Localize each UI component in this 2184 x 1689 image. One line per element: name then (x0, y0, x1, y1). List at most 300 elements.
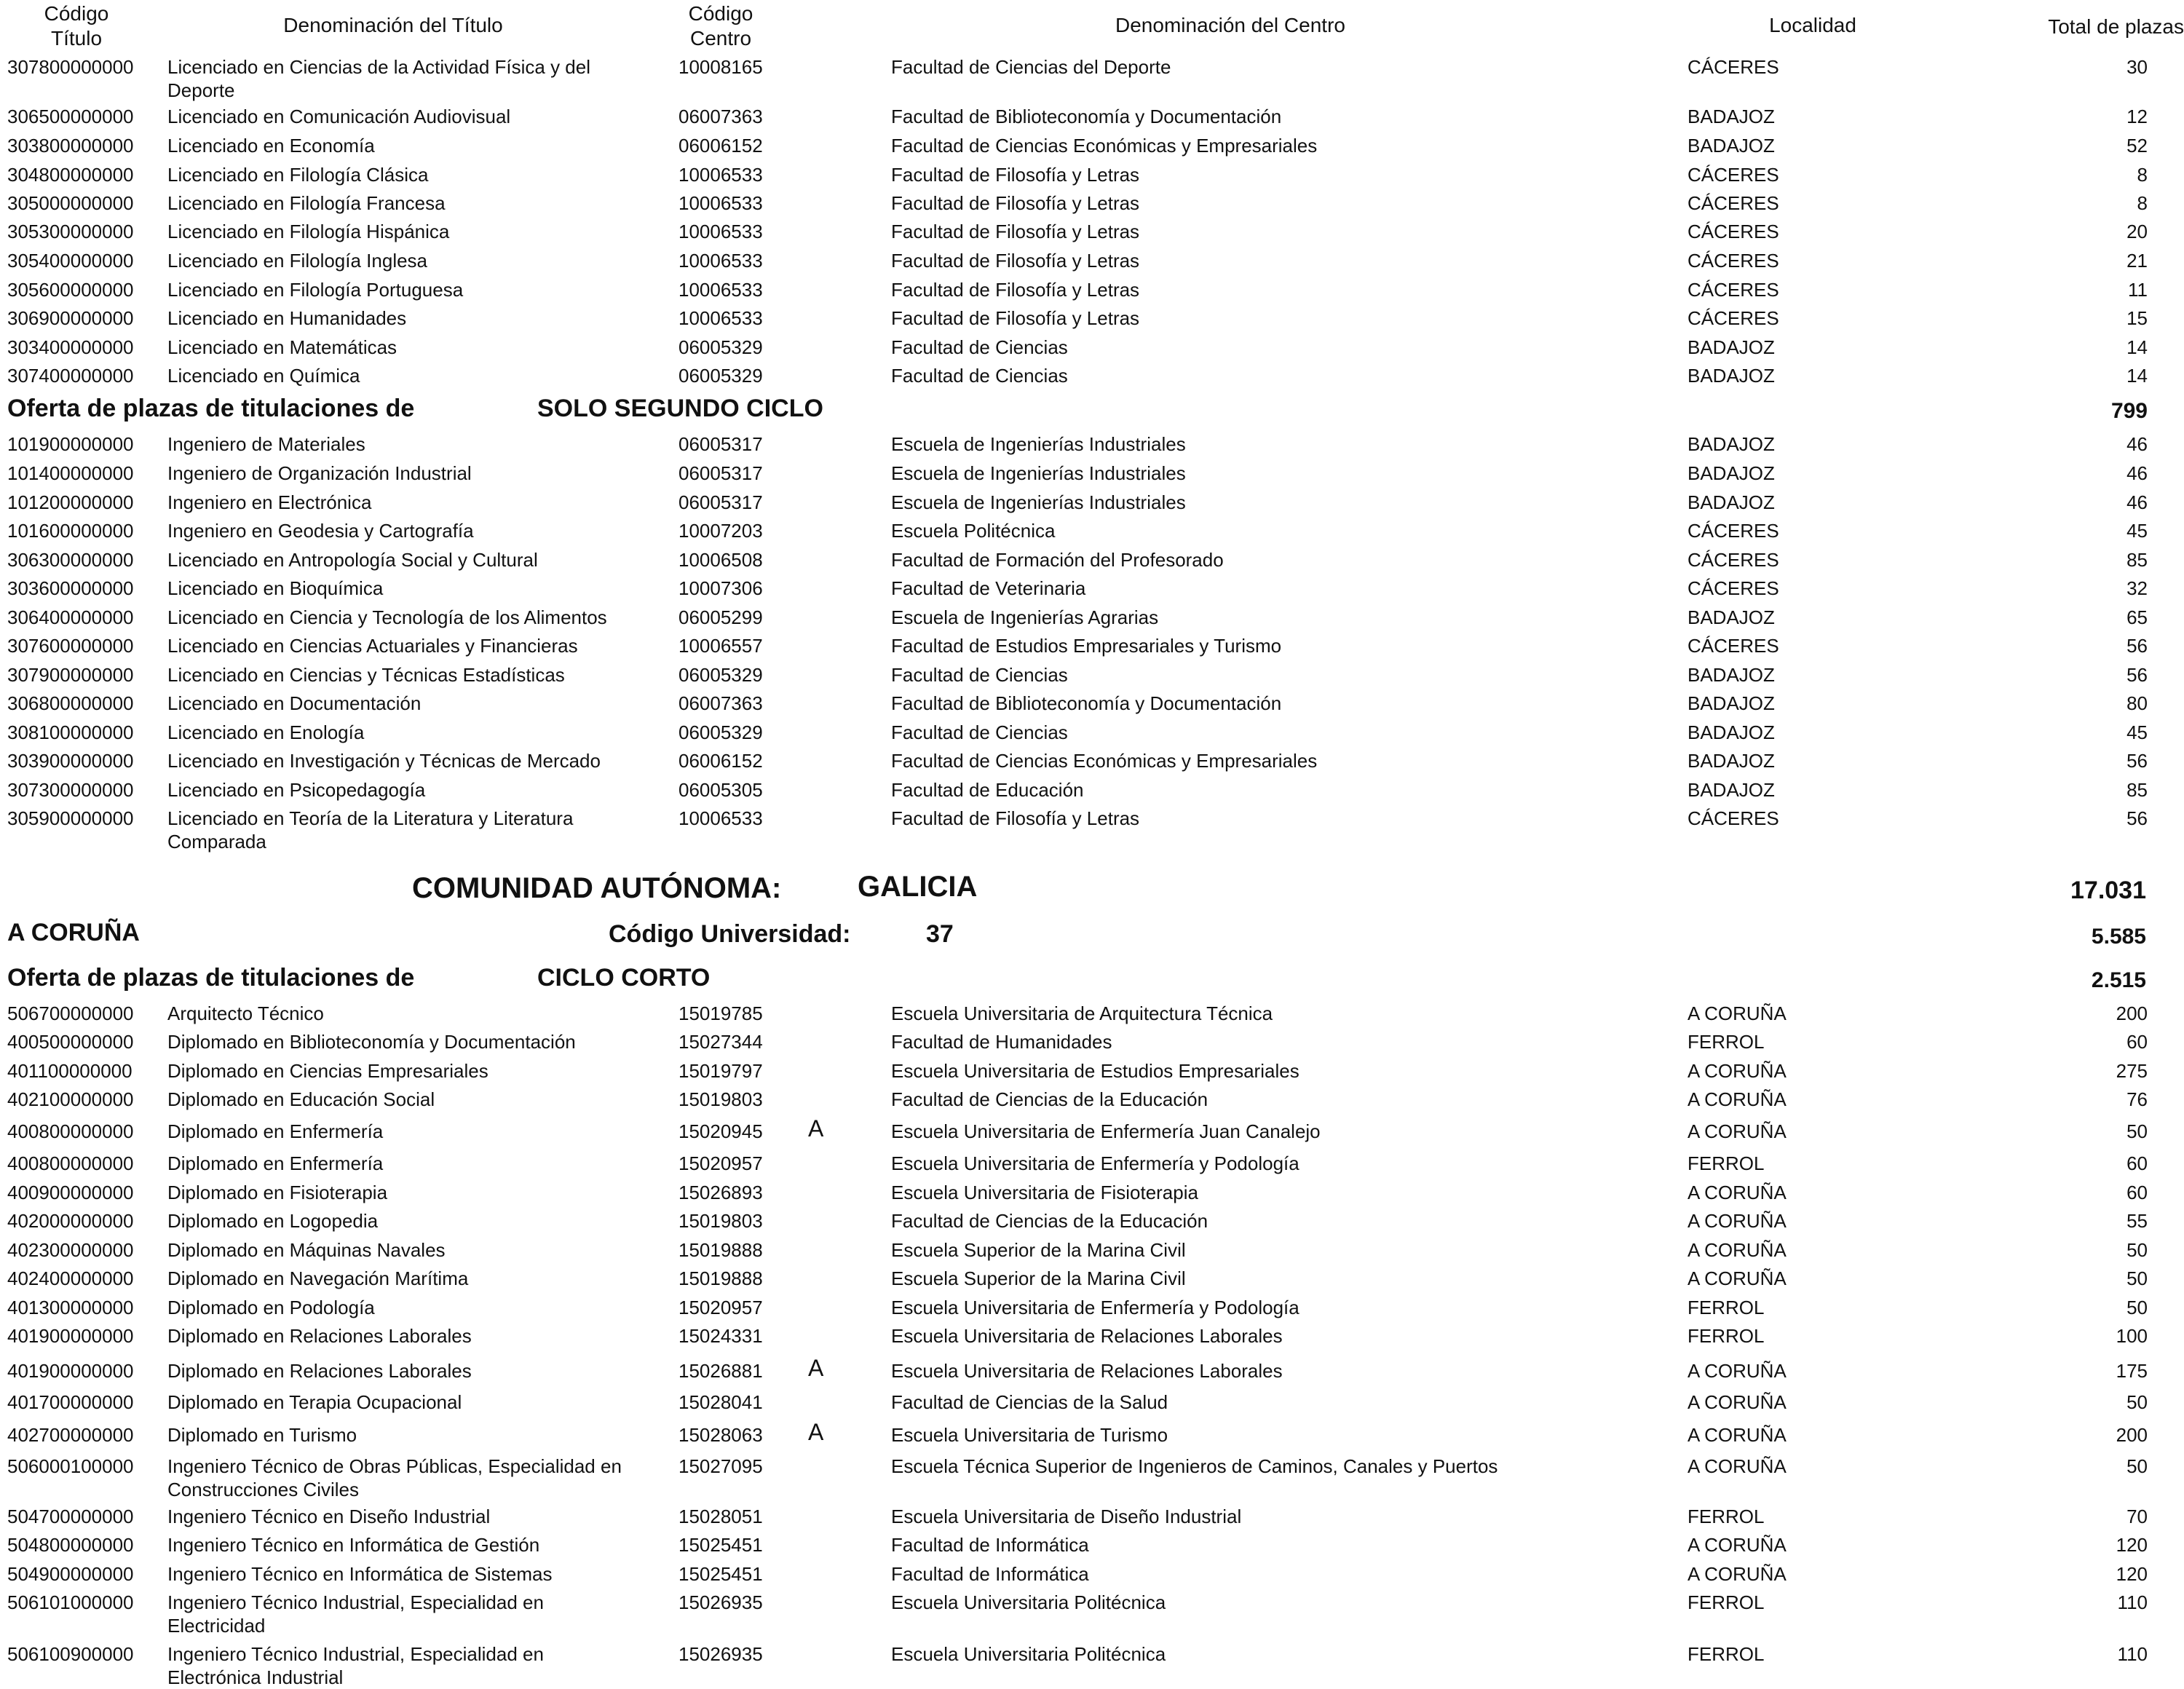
row-denominacion-titulo: Licenciado en Filología Portuguesa (167, 279, 464, 301)
row-denominacion-titulo: Diplomado en Fisioterapia (167, 1182, 388, 1203)
row-codigo-titulo: 306900000000 (7, 307, 134, 329)
row-denominacion-titulo: Licenciado en Enología (167, 721, 365, 743)
row-denominacion-titulo: Ingeniero en Geodesia y Cartografía (167, 520, 474, 542)
row-denominacion-centro: Escuela Superior de la Marina Civil (891, 1267, 1186, 1289)
row-denominacion-centro: Facultad de Ciencias (891, 336, 1068, 358)
row-codigo-centro: 10006533 (678, 221, 763, 242)
row-codigo-titulo: 101600000000 (7, 520, 134, 542)
row-denominacion-centro: Escuela de Ingenierías Industriales (891, 462, 1186, 484)
row-localidad: FERROL (1688, 1325, 1765, 1347)
row-codigo-titulo: 400500000000 (7, 1031, 134, 1053)
row-total-plazas: 85 (2126, 549, 2148, 571)
row-denominacion-centro: Facultad de Filosofía y Letras (891, 807, 1140, 829)
table-row (0, 606, 2184, 635)
row-localidad: A CORUÑA (1688, 1120, 1787, 1142)
row-denominacion-centro: Facultad de Filosofía y Letras (891, 192, 1140, 214)
row-localidad: BADAJOZ (1688, 750, 1775, 772)
row-denominacion-titulo: Diplomado en Navegación Marítima (167, 1267, 469, 1289)
row-total-plazas: 46 (2126, 433, 2148, 455)
table-row (0, 749, 2184, 778)
row-mark: A (808, 1419, 824, 1445)
row-codigo-titulo: 303400000000 (7, 336, 134, 358)
row-total-plazas: 60 (2126, 1182, 2148, 1203)
row-codigo-centro: 06006152 (678, 135, 763, 157)
row-denominacion-centro: Escuela Politécnica (891, 520, 1056, 542)
row-denominacion-centro: Facultad de Veterinaria (891, 577, 1086, 599)
header-codigo-titulo-line1: Código (44, 2, 109, 25)
table-row (0, 1238, 2184, 1267)
row-total-plazas: 60 (2126, 1031, 2148, 1053)
row-denominacion-centro: Escuela de Ingenierías Industriales (891, 491, 1186, 513)
row-localidad: A CORUÑA (1688, 1391, 1787, 1413)
header-denominacion-titulo: Denominación del Título (283, 14, 503, 36)
table-row (0, 306, 2184, 336)
row-localidad: BADAJOZ (1688, 106, 1775, 127)
table-row (0, 1115, 2184, 1149)
row-total-plazas: 175 (2116, 1360, 2148, 1382)
table-row (0, 1296, 2184, 1325)
row-codigo-titulo: 504800000000 (7, 1534, 134, 1556)
table-row (0, 663, 2184, 692)
row-codigo-centro: 10008165 (678, 56, 763, 78)
row-codigo-centro: 06005329 (678, 365, 763, 387)
row-mark: A (808, 1115, 824, 1142)
row-codigo-centro: 15027344 (678, 1031, 763, 1053)
row-codigo-centro: 10006533 (678, 307, 763, 329)
table-row (0, 807, 2184, 853)
row-denominacion-centro: Facultad de Formación del Profesorado (891, 549, 1224, 571)
row-codigo-centro: 15026935 (678, 1591, 763, 1613)
row-localidad: A CORUÑA (1688, 1267, 1787, 1289)
row-total-plazas: 50 (2126, 1239, 2148, 1261)
row-codigo-centro: 15019785 (678, 1002, 763, 1024)
row-codigo-titulo: 307300000000 (7, 779, 134, 801)
row-denominacion-titulo: Diplomado en Enfermería (167, 1120, 384, 1142)
row-total-plazas: 200 (2116, 1424, 2148, 1446)
row-denominacion-centro: Facultad de Ciencias Económicas y Empresariales (891, 750, 1318, 772)
row-denominacion-titulo: Diplomado en Enfermería (167, 1152, 384, 1174)
row-codigo-centro: 15027095 (678, 1455, 763, 1477)
row-denominacion-titulo: Ingeniero Técnico de Obras Públicas, Especialidad en Construcciones Civiles (167, 1455, 622, 1500)
row-localidad: CÁCERES (1688, 549, 1779, 571)
row-codigo-titulo: 401900000000 (7, 1360, 134, 1382)
row-codigo-titulo: 307900000000 (7, 664, 134, 686)
comunidad-label: COMUNIDAD AUTÓNOMA: (412, 872, 782, 904)
row-denominacion-centro: Facultad de Informática (891, 1534, 1089, 1556)
row-codigo-centro: 15019888 (678, 1239, 763, 1261)
row-denominacion-titulo: Ingeniero de Organización Industrial (167, 462, 472, 484)
row-codigo-titulo: 307600000000 (7, 635, 134, 657)
row-localidad: CÁCERES (1688, 56, 1779, 78)
row-denominacion-titulo: Licenciado en Bioquímica (167, 577, 384, 599)
row-denominacion-centro: Escuela de Ingenierías Agrarias (891, 606, 1159, 628)
row-codigo-titulo: 401700000000 (7, 1391, 134, 1413)
row-total-plazas: 100 (2116, 1325, 2148, 1347)
row-codigo-centro: 10006533 (678, 279, 763, 301)
row-denominacion-titulo: Ingeniero Técnico Industrial, Especialidad en Electricidad (167, 1591, 544, 1637)
row-denominacion-centro: Facultad de Biblioteconomía y Documentación (891, 692, 1282, 714)
row-denominacion-titulo: Ingeniero en Electrónica (167, 491, 372, 513)
row-total-plazas: 45 (2126, 520, 2148, 542)
row-codigo-centro: 15026893 (678, 1182, 763, 1203)
row-denominacion-centro: Facultad de Educación (891, 779, 1084, 801)
table-row (0, 1505, 2184, 1534)
row-denominacion-titulo: Diplomado en Terapia Ocupacional (167, 1391, 462, 1413)
row-total-plazas: 56 (2126, 807, 2148, 829)
row-denominacion-titulo: Diplomado en Logopedia (167, 1210, 379, 1232)
row-localidad: FERROL (1688, 1297, 1765, 1318)
universidad-code: 37 (926, 920, 954, 948)
row-total-plazas: 55 (2126, 1210, 2148, 1232)
row-codigo-centro: 06006152 (678, 750, 763, 772)
header-localidad: Localidad (1769, 14, 1856, 36)
row-denominacion-centro: Facultad de Ciencias (891, 721, 1068, 743)
table-row (0, 721, 2184, 750)
row-denominacion-titulo: Licenciado en Ciencias Actuariales y Financieras (167, 635, 578, 657)
header-total-plazas: Total de plazas (2048, 15, 2184, 38)
row-localidad: CÁCERES (1688, 307, 1779, 329)
row-codigo-centro: 10006533 (678, 192, 763, 214)
row-denominacion-centro: Escuela Universitaria de Estudios Empresariales (891, 1060, 1299, 1082)
row-mark: A (808, 1355, 824, 1381)
row-codigo-centro: 10007203 (678, 520, 763, 542)
row-denominacion-titulo: Diplomado en Biblioteconomía y Documentación (167, 1031, 576, 1053)
row-localidad: BADAJOZ (1688, 664, 1775, 686)
row-codigo-titulo: 308100000000 (7, 721, 134, 743)
row-total-plazas: 110 (2117, 1591, 2148, 1613)
row-total-plazas: 11 (2128, 279, 2148, 301)
table-row (0, 249, 2184, 278)
row-localidad: CÁCERES (1688, 635, 1779, 657)
row-denominacion-titulo: Licenciado en Matemáticas (167, 336, 397, 358)
row-codigo-titulo: 305300000000 (7, 221, 134, 242)
row-denominacion-centro: Escuela Universitaria de Enfermería y Podología (891, 1152, 1299, 1174)
table-row (0, 336, 2184, 365)
row-codigo-titulo: 303800000000 (7, 135, 134, 157)
row-denominacion-centro: Facultad de Biblioteconomía y Documentación (891, 106, 1282, 127)
table-row (0, 1591, 2184, 1637)
row-denominacion-titulo: Licenciado en Ciencia y Tecnología de los Alimentos (167, 606, 607, 628)
row-codigo-centro: 15019888 (678, 1267, 763, 1289)
row-denominacion-titulo: Diplomado en Turismo (167, 1424, 357, 1446)
row-codigo-titulo: 307400000000 (7, 365, 134, 387)
row-total-plazas: 85 (2126, 779, 2148, 801)
row-codigo-titulo: 402000000000 (7, 1210, 134, 1232)
table-row (0, 1181, 2184, 1210)
table-row (0, 491, 2184, 520)
row-localidad: A CORUÑA (1688, 1002, 1787, 1024)
row-codigo-centro: 15025451 (678, 1534, 763, 1556)
section-type-segundo-ciclo: SOLO SEGUNDO CICLO (537, 395, 823, 422)
row-total-plazas: 56 (2126, 750, 2148, 772)
row-denominacion-titulo: Licenciado en Humanidades (167, 307, 407, 329)
row-denominacion-centro: Escuela Universitaria de Enfermería Juan Canalejo (891, 1120, 1321, 1142)
row-localidad: BADAJOZ (1688, 721, 1775, 743)
row-codigo-centro: 06005329 (678, 664, 763, 686)
row-total-plazas: 32 (2126, 577, 2148, 599)
row-codigo-titulo: 303600000000 (7, 577, 134, 599)
table-row (0, 1152, 2184, 1181)
row-codigo-centro: 10006533 (678, 164, 763, 186)
row-codigo-centro: 10006557 (678, 635, 763, 657)
row-codigo-titulo: 506000100000 (7, 1455, 134, 1477)
row-total-plazas: 110 (2117, 1643, 2148, 1665)
row-codigo-titulo: 506700000000 (7, 1002, 134, 1024)
row-denominacion-titulo: Ingeniero de Materiales (167, 433, 365, 455)
row-codigo-titulo: 307800000000 (7, 56, 134, 78)
row-codigo-titulo: 402300000000 (7, 1239, 134, 1261)
row-denominacion-centro: Facultad de Ciencias (891, 664, 1068, 686)
row-localidad: CÁCERES (1688, 279, 1779, 301)
row-codigo-centro: 15020957 (678, 1297, 763, 1318)
row-localidad: BADAJOZ (1688, 365, 1775, 387)
table-row (0, 105, 2184, 134)
row-codigo-titulo: 401300000000 (7, 1297, 134, 1318)
row-total-plazas: 65 (2126, 606, 2148, 628)
row-denominacion-centro: Escuela Universitaria de Arquitectura Técnica (891, 1002, 1273, 1024)
row-codigo-titulo: 305600000000 (7, 279, 134, 301)
table-row (0, 1030, 2184, 1059)
row-denominacion-centro: Facultad de Ciencias de la Educación (891, 1088, 1208, 1110)
row-total-plazas: 15 (2126, 307, 2148, 329)
row-codigo-centro: 10006533 (678, 250, 763, 272)
row-denominacion-titulo: Licenciado en Economía (167, 135, 375, 157)
row-codigo-centro: 10007306 (678, 577, 763, 599)
row-total-plazas: 8 (2137, 192, 2148, 214)
row-localidad: A CORUÑA (1688, 1210, 1787, 1232)
row-total-plazas: 275 (2116, 1060, 2148, 1082)
row-codigo-centro: 10006508 (678, 549, 763, 571)
row-denominacion-centro: Facultad de Ciencias del Deporte (891, 56, 1171, 78)
table-row (0, 364, 2184, 393)
row-codigo-titulo: 401900000000 (7, 1325, 134, 1347)
table-row (0, 692, 2184, 721)
row-denominacion-titulo: Licenciado en Filología Francesa (167, 192, 446, 214)
table-row (0, 778, 2184, 807)
row-total-plazas: 60 (2126, 1152, 2148, 1174)
row-denominacion-titulo: Ingeniero Técnico en Diseño Industrial (167, 1506, 491, 1527)
row-denominacion-titulo: Arquitecto Técnico (167, 1002, 324, 1024)
row-total-plazas: 30 (2126, 56, 2148, 78)
header-codigo-centro-line2: Centro (689, 27, 752, 50)
table-row (0, 55, 2184, 101)
row-codigo-centro: 06005329 (678, 336, 763, 358)
row-codigo-titulo: 506101000000 (7, 1591, 134, 1613)
header-codigo-titulo (29, 1, 124, 51)
row-codigo-centro: 06007363 (678, 692, 763, 714)
row-codigo-centro: 15028041 (678, 1391, 763, 1413)
table-row (0, 548, 2184, 577)
row-codigo-titulo: 101200000000 (7, 491, 134, 513)
row-denominacion-titulo: Diplomado en Ciencias Empresariales (167, 1060, 488, 1082)
row-codigo-titulo: 401100000000 (7, 1060, 132, 1082)
section-total-ciclo-corto: 2.515 (2091, 968, 2146, 992)
section-total-segundo-ciclo: 799 (2110, 399, 2148, 423)
row-total-plazas: 46 (2126, 491, 2148, 513)
row-codigo-centro: 06005329 (678, 721, 763, 743)
row-denominacion-titulo: Licenciado en Filología Hispánica (167, 221, 450, 242)
row-total-plazas: 56 (2126, 635, 2148, 657)
row-localidad: A CORUÑA (1688, 1563, 1787, 1585)
row-denominacion-centro: Facultad de Ciencias (891, 365, 1068, 387)
row-localidad: CÁCERES (1688, 250, 1779, 272)
row-codigo-centro: 15025451 (678, 1563, 763, 1585)
comunidad-total: 17.031 (2070, 877, 2146, 904)
row-denominacion-titulo: Licenciado en Química (167, 365, 360, 387)
table-row (0, 634, 2184, 663)
table-row (0, 1059, 2184, 1088)
table-row (0, 278, 2184, 307)
row-codigo-centro: 10006533 (678, 807, 763, 829)
row-denominacion-centro: Facultad de Filosofía y Letras (891, 250, 1140, 272)
table-row (0, 577, 2184, 606)
row-localidad: A CORUÑA (1688, 1360, 1787, 1382)
row-localidad: A CORUÑA (1688, 1534, 1787, 1556)
row-denominacion-centro: Escuela Universitaria de Enfermería y Podología (891, 1297, 1299, 1318)
row-total-plazas: 70 (2126, 1506, 2148, 1527)
row-total-plazas: 46 (2126, 462, 2148, 484)
row-codigo-centro: 15028063 (678, 1424, 763, 1446)
row-codigo-titulo: 400800000000 (7, 1120, 134, 1142)
header-codigo-centro (673, 1, 768, 51)
row-denominacion-titulo: Diplomado en Máquinas Navales (167, 1239, 446, 1261)
row-total-plazas: 52 (2126, 135, 2148, 157)
table-row (0, 1419, 2184, 1452)
row-denominacion-titulo: Licenciado en Filología Inglesa (167, 250, 428, 272)
row-denominacion-centro: Escuela Universitaria de Diseño Industrial (891, 1506, 1242, 1527)
row-total-plazas: 50 (2126, 1455, 2148, 1477)
row-codigo-titulo: 101400000000 (7, 462, 134, 484)
row-codigo-centro: 06005317 (678, 462, 763, 484)
row-localidad: FERROL (1688, 1643, 1765, 1665)
row-denominacion-titulo: Licenciado en Antropología Social y Cultural (167, 549, 538, 571)
row-codigo-titulo: 402100000000 (7, 1088, 134, 1110)
row-total-plazas: 12 (2126, 106, 2148, 127)
row-total-plazas: 14 (2126, 336, 2148, 358)
row-denominacion-centro: Facultad de Informática (891, 1563, 1089, 1585)
row-denominacion-centro: Facultad de Ciencias de la Salud (891, 1391, 1168, 1413)
row-denominacion-centro: Escuela Técnica Superior de Ingenieros de Caminos, Canales y Puertos (891, 1455, 1498, 1477)
row-codigo-centro: 15019803 (678, 1210, 763, 1232)
row-localidad: FERROL (1688, 1152, 1765, 1174)
header-codigo-titulo-line2: Título (50, 27, 103, 50)
row-total-plazas: 120 (2116, 1563, 2148, 1585)
row-localidad: BADAJOZ (1688, 433, 1775, 455)
row-codigo-titulo: 400900000000 (7, 1182, 134, 1203)
row-denominacion-centro: Escuela Universitaria de Relaciones Laborales (891, 1325, 1283, 1347)
table-row (0, 1391, 2184, 1420)
row-denominacion-titulo: Licenciado en Teoría de la Literatura y Literatura Comparada (167, 807, 574, 853)
row-total-plazas: 56 (2126, 664, 2148, 686)
row-localidad: CÁCERES (1688, 807, 1779, 829)
row-total-plazas: 21 (2126, 250, 2148, 272)
row-localidad: FERROL (1688, 1031, 1765, 1053)
table-row (0, 1562, 2184, 1591)
section-label-ciclo-corto: Oferta de plazas de titulaciones de (7, 964, 415, 992)
row-localidad: BADAJOZ (1688, 692, 1775, 714)
row-denominacion-centro: Facultad de Ciencias Económicas y Empresariales (891, 135, 1318, 157)
row-codigo-centro: 15019803 (678, 1088, 763, 1110)
table-row (0, 191, 2184, 221)
table-row (0, 1209, 2184, 1238)
row-localidad: CÁCERES (1688, 192, 1779, 214)
table-row (0, 1002, 2184, 1031)
header-codigo-centro-line1: Código (688, 2, 753, 25)
row-total-plazas: 76 (2126, 1088, 2148, 1110)
table-row (0, 163, 2184, 192)
row-codigo-centro: 15026881 (678, 1360, 763, 1382)
row-total-plazas: 50 (2126, 1297, 2148, 1318)
row-total-plazas: 8 (2137, 164, 2148, 186)
row-codigo-centro: 15020957 (678, 1152, 763, 1174)
row-codigo-centro: 15026935 (678, 1643, 763, 1665)
row-denominacion-centro: Facultad de Ciencias de la Educación (891, 1210, 1208, 1232)
row-localidad: A CORUÑA (1688, 1060, 1787, 1082)
row-codigo-titulo: 506100900000 (7, 1643, 134, 1665)
section-label-segundo-ciclo: Oferta de plazas de titulaciones de (7, 395, 415, 422)
row-codigo-centro: 06005317 (678, 433, 763, 455)
row-codigo-centro: 06005299 (678, 606, 763, 628)
header-denominacion-centro: Denominación del Centro (1115, 14, 1345, 36)
universidad-city: A CORUÑA (7, 919, 140, 946)
table-row (0, 1355, 2184, 1388)
row-denominacion-titulo: Ingeniero Técnico en Informática de Sistemas (167, 1563, 553, 1585)
table-row (0, 1088, 2184, 1117)
row-total-plazas: 50 (2126, 1120, 2148, 1142)
row-localidad: BADAJOZ (1688, 336, 1775, 358)
row-denominacion-titulo: Diplomado en Relaciones Laborales (167, 1360, 472, 1382)
row-denominacion-titulo: Diplomado en Relaciones Laborales (167, 1325, 472, 1347)
row-localidad: CÁCERES (1688, 520, 1779, 542)
row-denominacion-titulo: Licenciado en Psicopedagogía (167, 779, 426, 801)
row-codigo-titulo: 402700000000 (7, 1424, 134, 1446)
row-denominacion-centro: Escuela Superior de la Marina Civil (891, 1239, 1186, 1261)
row-codigo-titulo: 306800000000 (7, 692, 134, 714)
table-row (0, 519, 2184, 548)
row-codigo-titulo: 306400000000 (7, 606, 134, 628)
universidad-total: 5.585 (2091, 925, 2146, 949)
table-row (0, 1642, 2184, 1688)
row-codigo-titulo: 504900000000 (7, 1563, 134, 1585)
row-denominacion-centro: Escuela Universitaria de Fisioterapia (891, 1182, 1198, 1203)
row-codigo-titulo: 304800000000 (7, 164, 134, 186)
row-total-plazas: 14 (2126, 365, 2148, 387)
row-total-plazas: 80 (2126, 692, 2148, 714)
row-localidad: BADAJOZ (1688, 135, 1775, 157)
row-denominacion-titulo: Licenciado en Investigación y Técnicas de Mercado (167, 750, 601, 772)
table-row (0, 432, 2184, 462)
table-row (0, 1455, 2184, 1500)
row-total-plazas: 200 (2116, 1002, 2148, 1024)
row-localidad: CÁCERES (1688, 221, 1779, 242)
table-row (0, 462, 2184, 491)
row-denominacion-titulo: Licenciado en Documentación (167, 692, 422, 714)
row-denominacion-titulo: Licenciado en Filología Clásica (167, 164, 429, 186)
table-row (0, 1267, 2184, 1296)
row-localidad: FERROL (1688, 1506, 1765, 1527)
row-codigo-titulo: 305000000000 (7, 192, 134, 214)
row-localidad: BADAJOZ (1688, 462, 1775, 484)
table-row (0, 134, 2184, 163)
row-codigo-titulo: 400800000000 (7, 1152, 134, 1174)
row-codigo-centro: 15028051 (678, 1506, 763, 1527)
row-localidad: A CORUÑA (1688, 1455, 1787, 1477)
row-codigo-titulo: 402400000000 (7, 1267, 134, 1289)
row-codigo-centro: 06005305 (678, 779, 763, 801)
table-row (0, 220, 2184, 249)
row-denominacion-titulo: Diplomado en Educación Social (167, 1088, 435, 1110)
row-denominacion-centro: Escuela Universitaria de Relaciones Laborales (891, 1360, 1283, 1382)
